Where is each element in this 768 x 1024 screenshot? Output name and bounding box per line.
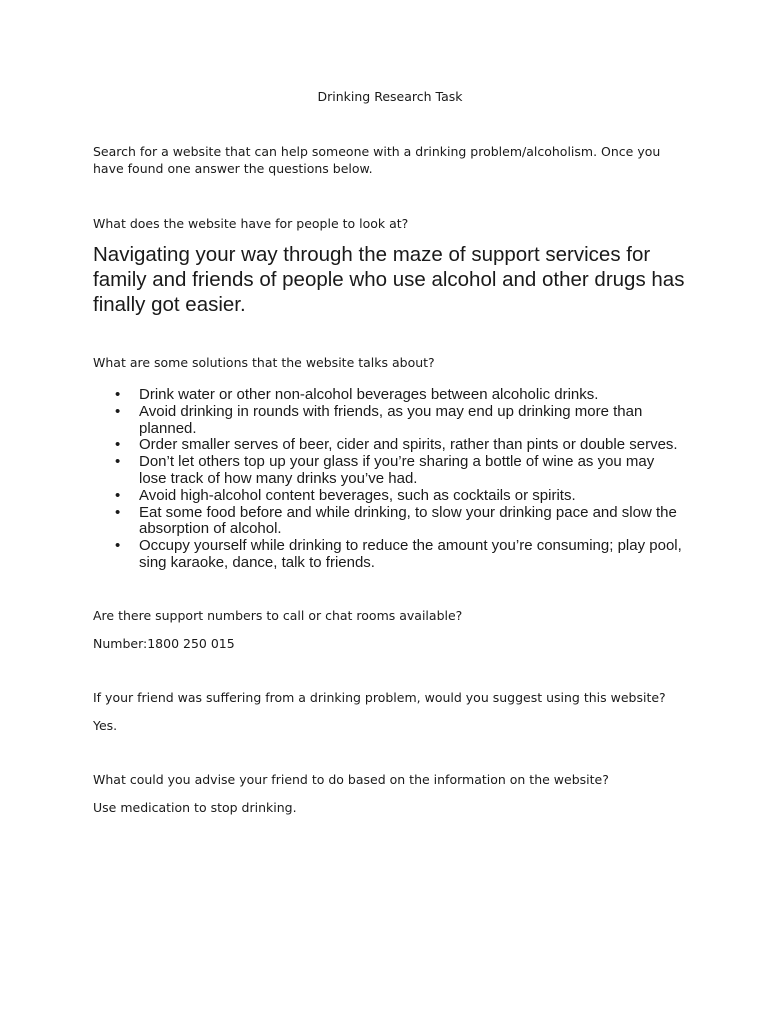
question-support-numbers: Are there support numbers to call or chat rooms available?	[93, 608, 463, 623]
answer-website-content: Navigating your way through the maze of support services for family and friends of people who use alcohol and other drugs has finally got easier.	[93, 243, 685, 316]
list-item: • Avoid drinking in rounds with friends, as you may end up drinking more than planned.	[93, 404, 683, 438]
list-item: • Occupy yourself while drinking to reduce the amount you’re consuming; play pool, sing karaoke, dance, talk to friends.	[93, 538, 683, 572]
list-item: • Order smaller serves of beer, cider and spirits, rather than pints or double serves.	[93, 437, 683, 454]
question-website-content: What does the website have for people to look at?	[93, 216, 409, 231]
answer-support-numbers: Number:1800 250 015	[93, 636, 235, 651]
list-item: • Don’t let others top up your glass if you’re sharing a bottle of wine as you may lose track of how many drinks you’ve had.	[93, 454, 683, 488]
question-advice: What could you advise your friend to do based on the information on the website?	[93, 772, 609, 787]
list-item: • Avoid high-alcohol content beverages, such as cocktails or spirits.	[93, 488, 683, 505]
answer-advice: Use medication to stop drinking.	[93, 800, 297, 815]
document-title: Drinking Research Task	[317, 89, 463, 104]
question-suggest-website: If your friend was suffering from a drinking problem, would you suggest using this website?	[93, 690, 666, 705]
list-item: • Drink water or other non-alcohol beverages between alcoholic drinks.	[93, 387, 683, 404]
instructions: Search for a website that can help someone with a drinking problem/alcoholism. Once you have found one answer the questions below.	[93, 144, 661, 176]
question-solutions: What are some solutions that the website talks about?	[93, 355, 435, 370]
solutions-list	[93, 387, 683, 572]
list-item: • Eat some food before and while drinking, to slow your drinking pace and slow the absorption of alcohol.	[93, 505, 683, 539]
answer-suggest-website: Yes.	[93, 718, 118, 733]
